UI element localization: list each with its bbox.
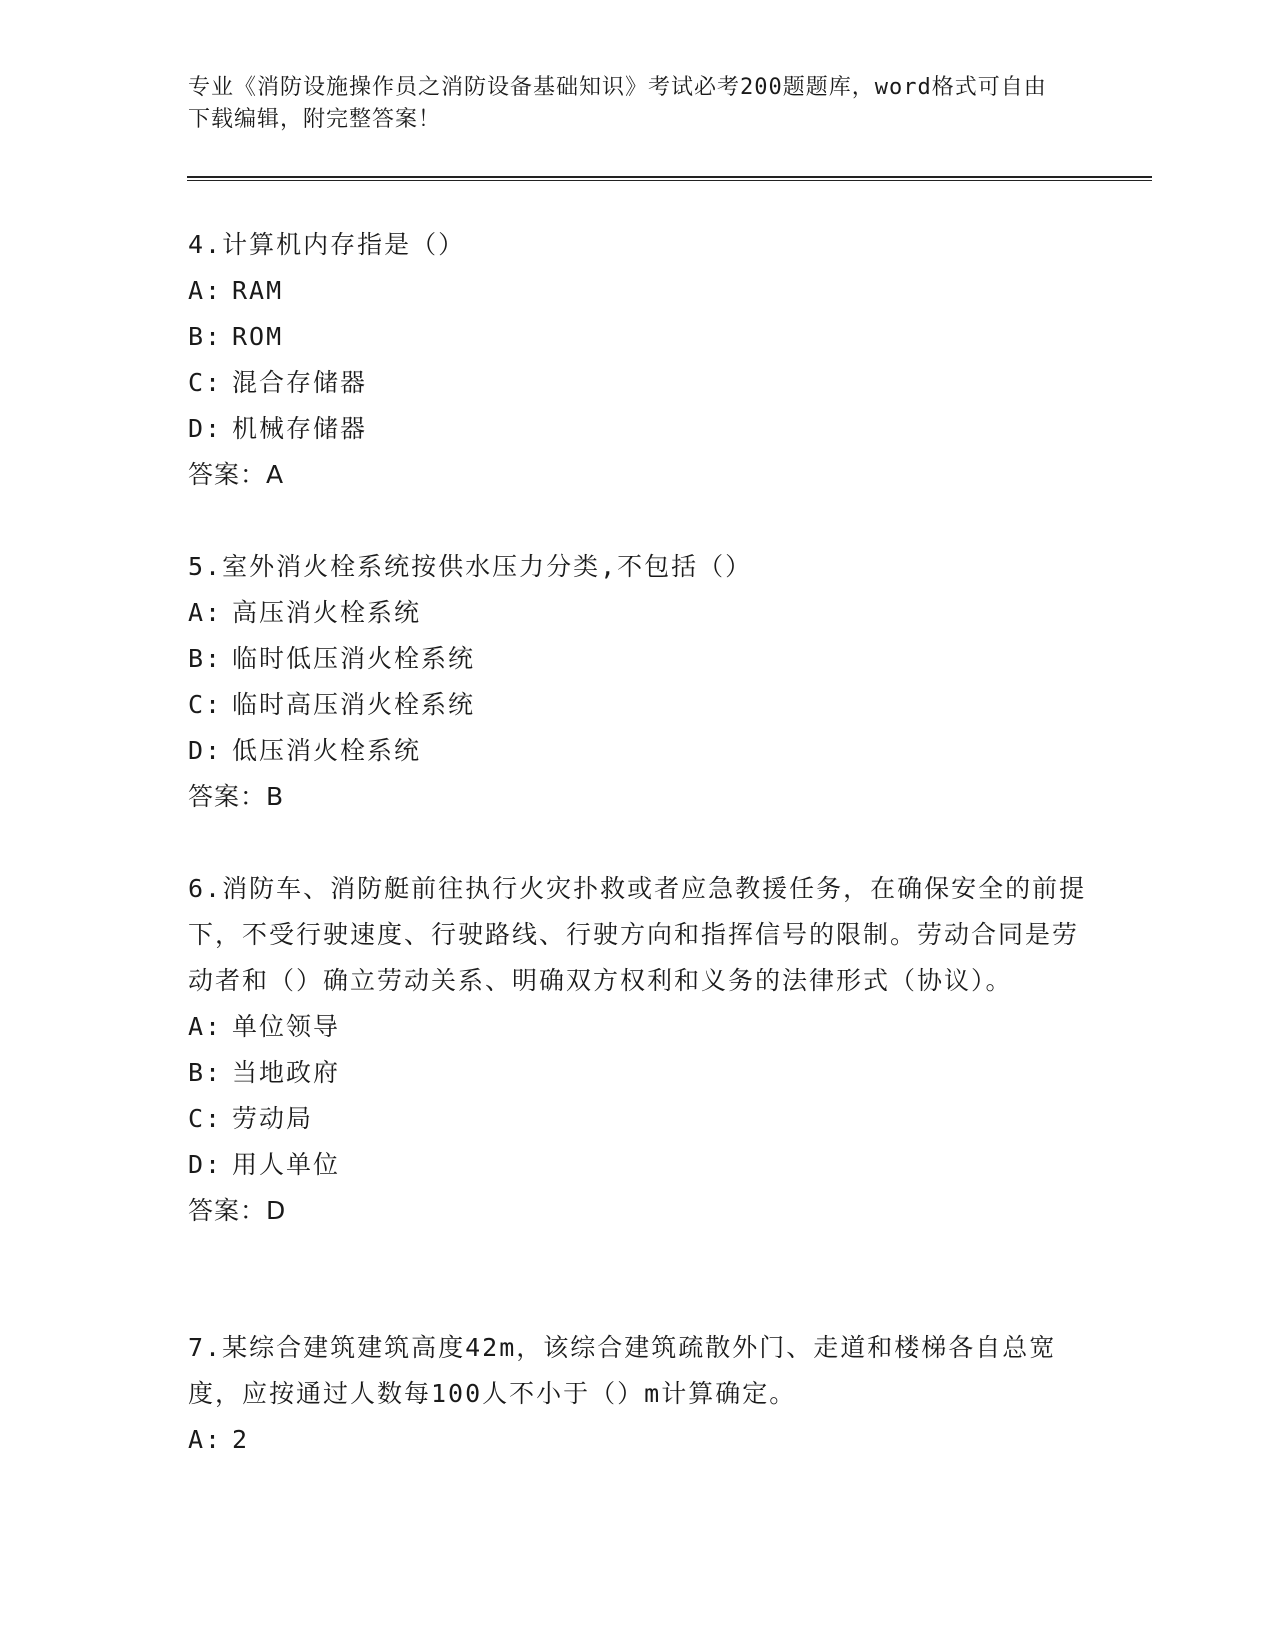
option-a: A: 2 [188,1425,250,1454]
question-stem: 6.消防车、消防艇前往执行火灾扑救或者应急教援任务，在确保安全的前提下，不受行驶速度、行驶路线、行驶方向和指挥信号的限制。劳动合同是劳动者和（）确立劳动关系、明确双方权利和义务的法律形式（协议）。 [188,874,1087,995]
question-5 [188,544,1088,820]
option-c: C: 临时高压消火栓系统 [188,690,476,719]
option-a: A: 单位领导 [188,1012,341,1041]
option-b: B: ROM [188,322,284,351]
document-header: 专业《消防设施操作员之消防设备基础知识》考试必考200题题库，word格式可自由下载编辑，附完整答案！ [188,75,1047,132]
option-b: B: 临时低压消火栓系统 [188,644,476,673]
option-a: A: RAM [188,276,284,305]
option-c: C: 混合存储器 [188,368,368,397]
option-d: D: 机械存储器 [188,414,368,443]
answer: 答案：D [188,1196,287,1225]
question-7 [188,1325,1088,1463]
header-divider [187,176,1152,181]
answer: 答案：A [188,460,285,489]
question-stem: 7.某综合建筑建筑高度42m，该综合建筑疏散外门、走道和楼梯各自总宽度，应按通过人数每100人不小于（）m计算确定。 [188,1333,1057,1408]
option-d: D: 低压消火栓系统 [188,736,422,765]
question-stem: 5.室外消火栓系统按供水压力分类,不包括（） [188,552,753,581]
option-a: A: 高压消火栓系统 [188,598,422,627]
answer: 答案：B [188,782,285,811]
option-d: D: 用人单位 [188,1150,341,1179]
question-6 [188,866,1088,1234]
option-c: C: 劳动局 [188,1104,314,1133]
option-b: B: 当地政府 [188,1058,341,1087]
question-4 [188,222,1088,498]
question-stem: 4.计算机内存指是（） [188,230,466,259]
